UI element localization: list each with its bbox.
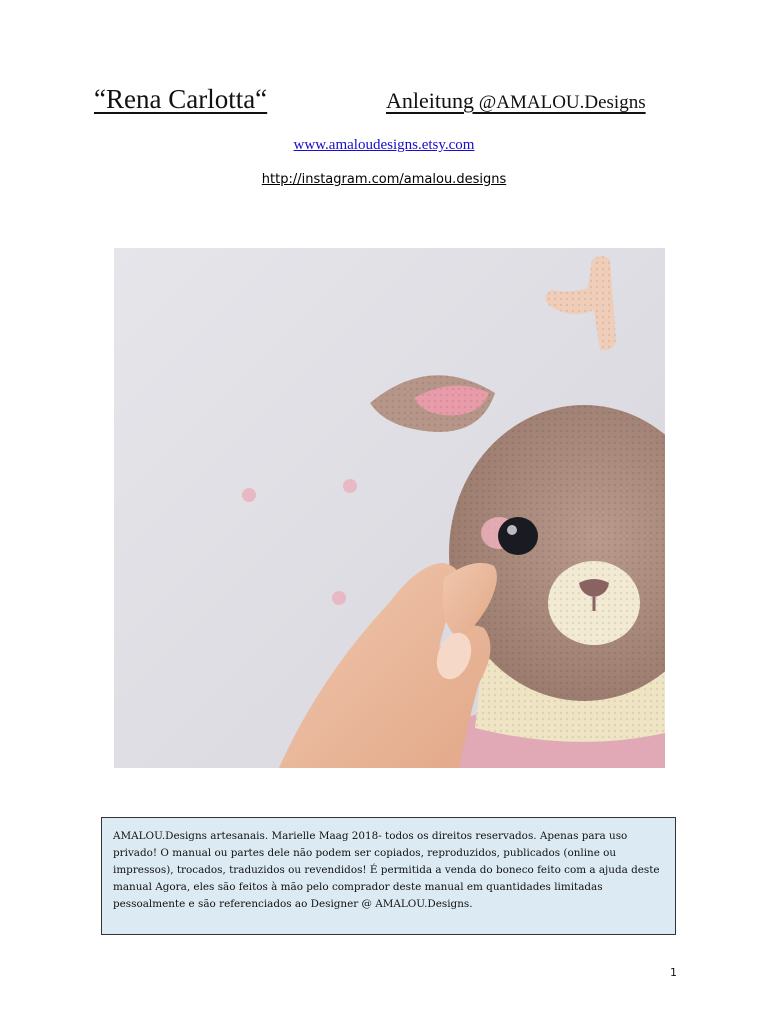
copyright-notice: AMALOU.Designs artesanais. Marielle Maag 2018- todos os direitos reservados. Apenas para uso privado! O manual ou partes dele não podem ser copiados, reproduzidos, publicados (online ou impressos), trocados, traduzidos ou revendidos! É permitida a venda do boneco feito com a ajuda deste manual Agora, eles são feitos à mão pelo comprador deste manual em quantidades limitadas pessoalmente e são referenciados ao Designer @ AMALOU.Designs. bbox=[101, 817, 676, 935]
document-subtitle bbox=[386, 88, 646, 114]
subtitle-main: Anleitung bbox=[386, 88, 474, 113]
instagram-link[interactable]: http://instagram.com/amalou.designs bbox=[261, 172, 507, 187]
subtitle-brand: @AMALOU.Designs bbox=[474, 92, 646, 113]
document-title: “Rena Carlotta“ bbox=[94, 84, 268, 114]
cover-photo bbox=[114, 248, 665, 768]
reindeer-doll-illustration bbox=[114, 248, 665, 768]
etsy-link[interactable]: www.amaloudesigns.etsy.com bbox=[293, 137, 475, 153]
page-number: 1 bbox=[670, 966, 677, 979]
